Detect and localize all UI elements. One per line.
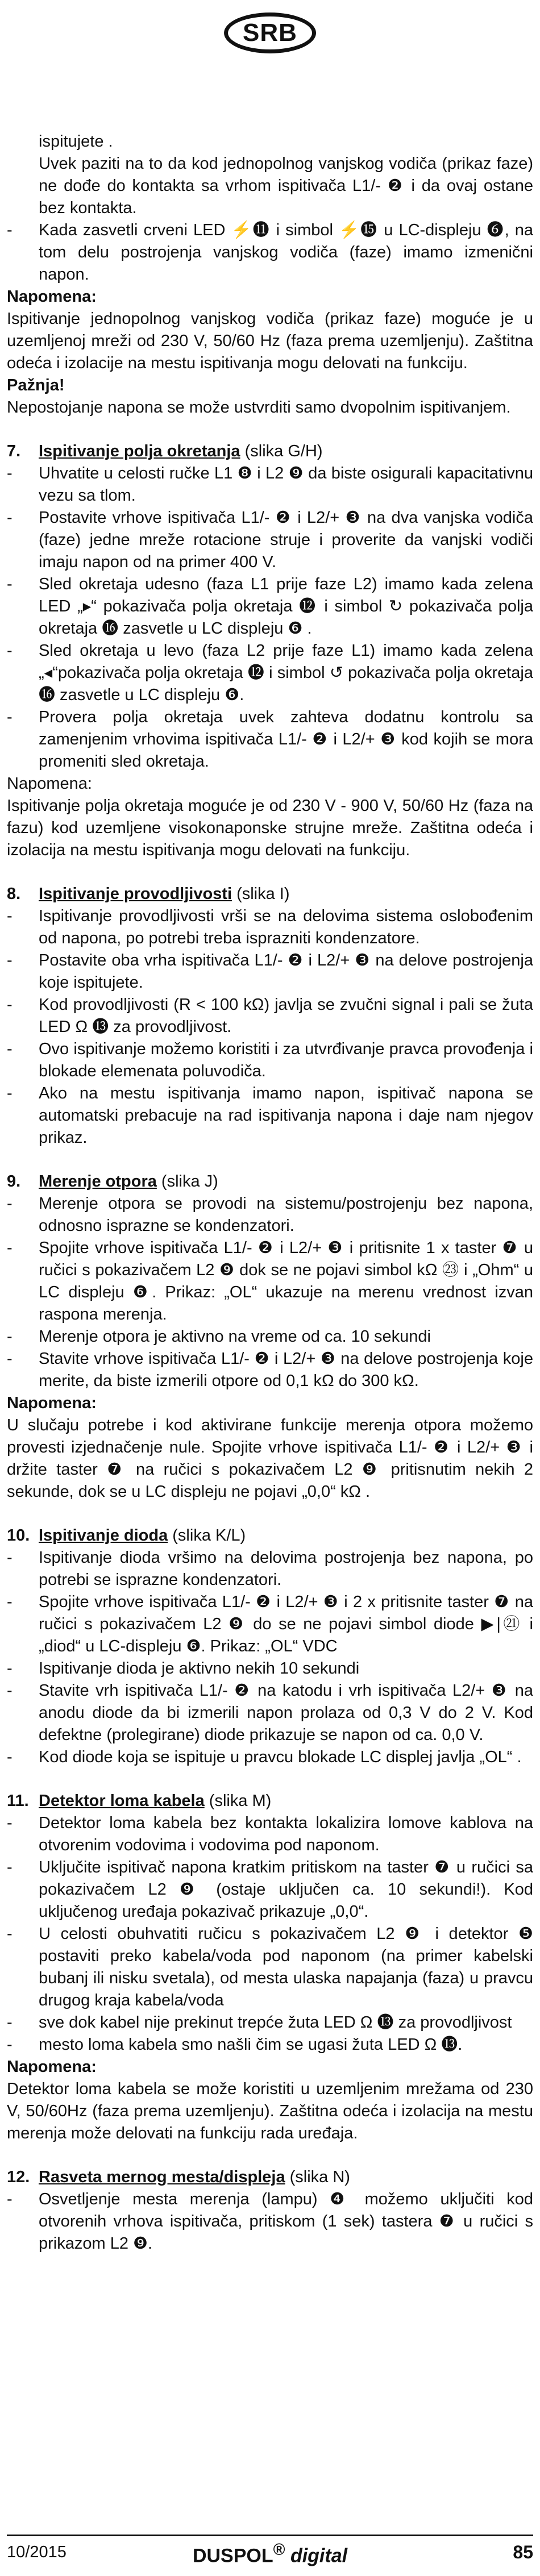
page-footer — [7, 2535, 533, 2565]
note-text: Ispitivanje polja okretaja moguće je od 230 V - 900 V, 50/60 Hz (faza na fazu) kod uzemljene visokonaponske strujne mreže. Zaštitna odeća i izolacija na mestu ispitivanja mogu delovati na funkciju. — [7, 797, 533, 859]
list-item: - Sled okretaja udesno (faza L1 prije faze L2) imamo kada zelena LED „▸“ pokazivača polja okretaja ⓬ i simbol ↻ pokazivača polja okretaja ⓰ zasvetle u LC displeju ❻ . — [7, 575, 533, 638]
section-9-heading: 9. Merenje otpora (slika J) — [7, 1172, 218, 1191]
list-item: - Stavite vrhove ispitivača L1/- ❷ i L2/+ ❸ na delove postrojenja koje merite, da biste izmerili otpore od 0,1 kΩ do 300 kΩ. — [7, 1350, 533, 1390]
list-item: - Spojite vrhove ispitivača L1/- ❷ i L2/+ ❸ i 2 x pritisnite taster ❼ na ručici s pokazivačem L2 ❾ do se ne pojavi simbol diode ▶|㉑ i „diod“ u LC-displeju ❻. Prikaz: „OL“ VDC — [7, 1593, 533, 1655]
intro-line-2: Uvek paziti na to da kod jednopolnog vanjskog vodiča (prikaz faze) ne dođe do kontakta sa vrhom ispitivača L1/- ❷ i da ovaj ostane bez kontakta. — [39, 155, 533, 217]
list-item: - mesto loma kabela smo našli čim se ugasi žuta LED Ω ⓭. — [7, 2036, 463, 2054]
list-item: - Osvetljenje mesta merenja (lampu) ❹ možemo uključiti kod otvorenih vrhova ispitivača, pritiskom (1 sek) tastera ❼ u ručici s prikazom L2 ❾. — [7, 2190, 533, 2253]
list-item: - Detektor loma kabela bez kontakta lokalizira lomove kablova na otvorenim vodovima i vodovima pod naponom. — [7, 1814, 533, 1854]
warning-title: Pažnja! — [7, 376, 65, 394]
section-10-heading: 10. Ispitivanje dioda (slika K/L) — [7, 1526, 246, 1545]
list-item: - Ispitivanje dioda je aktivno nekih 10 sekundi — [7, 1659, 360, 1678]
list-item: - Ispitivanje dioda vršimo na delovima postrojenja bez napona, po potrebi se isprazne kondenzatori. — [7, 1549, 533, 1589]
section-8-heading: 8. Ispitivanje provodljivosti (slika I) — [7, 885, 290, 903]
list-item: - Postavite oba vrha ispitivača L1/- ❷ i L2/+ ❸ na delove postrojenja koje ispitujete. — [7, 951, 533, 992]
list-item: - Kada zasvetli crveni LED ⚡⓫ i simbol ⚡⓯ u LC-displeju ❻, na tom delu postrojenja vanjskog vodiča (faze) imamo izmenični napon. — [7, 221, 533, 284]
list-item: - Ispitivanje provodljivosti vrši se na delovima sistema oslobođenim od napona, po potrebi treba isprazniti kondenzatore. — [7, 907, 533, 947]
section-11-heading: 11. Detektor loma kabela (slika M) — [7, 1792, 272, 1810]
page-number: 85 — [513, 2542, 533, 2562]
list-item: - Merenje otpora se provodi na sistemu/postrojenju bez napona, odnosno isprazne se kondenzatori. — [7, 1195, 533, 1235]
note-title: Napomena: — [7, 2058, 97, 2076]
note-text: Detektor loma kabela se može koristiti u uzemljenim mrežama od 230 V, 50/60Hz (faza prema uzemljenju). Zaštitna odeća i izolacija na mestu merenja može delovati na funkciju rada uređaja. — [7, 2080, 533, 2142]
note-title: Napomena: — [7, 1394, 97, 1412]
list-item: - Uključite ispitivač napona kratkim pritiskom na taster ❼ u ručici sa pokazivačem L2 ❾ (ostaje uključen ca. 10 sekundi!). Kod uključenog uređaja pokazivač prikazuje „0,0“. — [7, 1858, 533, 1921]
list-item: - Ako na mestu ispitivanja imamo napon, ispitivač napona se automatski prebacuje na rad ispitivanja napona i daje nam njegov prikaz. — [7, 1084, 533, 1147]
note-text: U slučaju potrebe i kod aktivirane funkcije merenja otpora možemo provesti izjednačenje nule. Spojite vrhove ispitivača L1/- ❷ i L2/+ ❸ i držite taster ❼ na ručici s pokazivačem L2 ❾ pritisnutim nekih 2 sekunde, dok se u LC displeju ne pojavi „0,0“ kΩ . — [7, 1416, 533, 1501]
list-item: - Postavite vrhove ispitivača L1/- ❷ i L2/+ ❸ na dva vanjska vodiča (faze) jedne mreže rotacione struje i proverite da vanjski vodiči imaju napon od na primer 400 V. — [7, 509, 533, 571]
list-item: - Spojite vrhove ispitivača L1/- ❷ i L2/+ ❸ i pritisnite 1 x taster ❼ u ručici s pokazivačem L2 ❾ dok se ne pojavi simbol kΩ ㉓ i „Ohm“ u LC displeju ❻. Prikaz: „OL“ ukazuje na merenu vrednost izvan raspona merenja. — [7, 1239, 533, 1324]
intro-line-1: ispitujete . — [39, 132, 113, 151]
list-item: - Kod provodljivosti (R < 100 kΩ) javlja se zvučni signal i pali se žuta LED Ω ⓭ za provodljivost. — [7, 996, 533, 1036]
note-text: Ispitivanje jednopolnog vanjskog vodiča (prikaz faze) moguće je u uzemljenoj mreži od 230 V, 50/60 Hz (faza prema uzemljenju). Zaštitna odeća i izolacije na mestu ispitivanja mogu delovati na funkciju. — [7, 310, 533, 372]
language-logo: SRB — [224, 13, 316, 53]
list-item: - Sled okretaja u levo (faza L2 prije faze L1) imamo kada zelena „◂“pokazivača polja okretaja ⓬ i simbol ↺ pokazivača polja okretaja ⓰ zasvetle u LC displeju ❻. — [7, 642, 533, 704]
note-title: Napomena: — [7, 775, 92, 793]
page-content — [7, 131, 533, 2255]
warning-text: Nepostojanje napona se može ustvrditi samo dvopolnim ispitivanjem. — [7, 398, 511, 417]
list-item: - sve dok kabel nije prekinut trepće žuta LED Ω ⓭ za provodljivost — [7, 2013, 512, 2032]
note-title: Napomena: — [7, 288, 97, 306]
list-item: - Merenje otpora je aktivno na vreme od ca. 10 sekundi — [7, 1327, 431, 1346]
section-7-heading: 7. Ispitivanje polja okretanja (slika G/H) — [7, 442, 323, 460]
footer-brand: DUSPOL® digital — [192, 2541, 348, 2567]
list-item: - Provera polja okretaja uvek zahteva dodatnu kontrolu sa zamenjenim vrhovima ispitivača L1/- ❷ i L2/+ ❸ kod kojih se mora promeniti sled okretaja. — [7, 708, 533, 771]
list-item: - U celosti obuhvatiti ručicu s pokazivačem L2 ❾ i detektor ❺ postaviti preko kabela/voda pod naponom (na primer kabelski bubanj ili nisku svetala), od mesta ulaska napajanja (faza) u pravcu drugog kraja kabela/voda — [7, 1925, 533, 2009]
list-item: - Kod diode koja se ispituje u pravcu blokade LC displej javlja „OL“ . — [7, 1748, 522, 1766]
list-item: - Stavite vrh ispitivača L1/- ❷ na katodu i vrh ispitivača L2/+ ❸ na anodu diode da bi izmerili napon prolaza od 0,3 V do 2 V. Kod defektne (prolegirane) diode prikazuje se napon od ca. 0,0 V. — [7, 1682, 533, 1744]
list-item: - Ovo ispitivanje možemo koristiti i za utvrđivanje pravca provođenja i blokade elemenata poluvodiča. — [7, 1040, 533, 1080]
section-12-heading: 12. Rasveta mernog mesta/displeja (slika N) — [7, 2168, 350, 2186]
list-item: - Uhvatite u celosti ručke L1 ❽ i L2 ❾ da biste osigurali kapacitativnu vezu sa tlom. — [7, 464, 533, 505]
footer-date: 10/2015 — [7, 2543, 67, 2561]
